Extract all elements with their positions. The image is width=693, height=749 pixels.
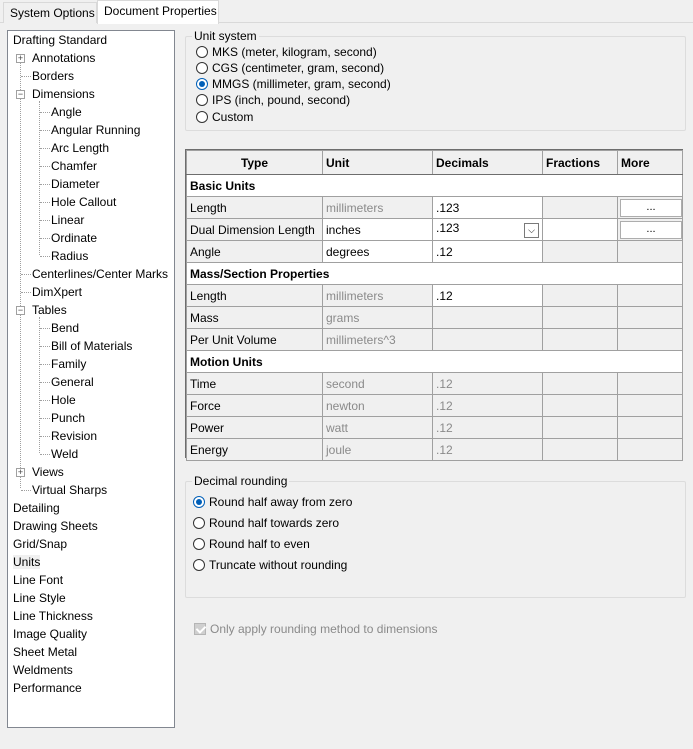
cell-type: Mass [187,307,323,329]
cell-fractions [543,307,618,329]
tree-item-tables[interactable]: Tables [32,303,67,317]
tree-item-drafting-standard[interactable]: Drafting Standard [13,33,108,47]
table-row [187,307,683,329]
tree-item-angle[interactable]: Angle [51,105,82,119]
table-row [187,219,683,241]
tree-item-angular-running[interactable]: Angular Running [51,123,141,137]
tree-line [21,292,31,293]
cell-fractions [543,373,618,395]
radio-button-selected-icon [196,78,208,90]
table-row [187,439,683,461]
tree-item-general[interactable]: General [51,375,94,389]
tree-line [40,454,50,455]
tree-line [40,184,50,185]
radio-round-half-towards[interactable]: Round half towards zero [193,515,339,531]
tree-line [40,328,50,329]
cell-more [618,285,683,307]
tree-item-hole-callout[interactable]: Hole Callout [51,195,117,209]
table-row [187,329,683,351]
col-header-unit: Unit [323,151,433,175]
radio-round-half-even[interactable]: Round half to even [193,536,310,552]
cell-unit: grams [323,307,433,329]
tab-document-properties[interactable]: Document Properties [97,0,219,24]
tree-item-family[interactable]: Family [51,357,87,371]
cell-decimals: .12 [433,395,543,417]
col-header-type: Type [187,151,323,175]
cell-fractions [543,439,618,461]
col-header-decimals: Decimals [433,151,543,175]
table-row [187,285,683,307]
tree-item-dimensions[interactable]: Dimensions [32,87,95,101]
radio-button-icon [196,111,208,123]
tree-line [21,76,31,77]
section-row [187,175,683,197]
tree-item-diameter[interactable]: Diameter [51,177,100,191]
cell-fractions [543,285,618,307]
radio-round-half-away[interactable]: Round half away from zero [193,494,352,510]
collapse-icon[interactable]: − [17,305,24,315]
tree-line [40,364,50,365]
tree-item-punch[interactable]: Punch [51,411,86,425]
cell-type: Per Unit Volume [187,329,323,351]
tree-line [39,101,40,255]
col-header-more: More [618,151,683,175]
more-button[interactable]: ... [620,221,682,239]
only-apply-rounding-checkbox[interactable]: Only apply rounding method to dimensions [194,621,437,637]
table-row [187,197,683,219]
unit-system-title: Unit system [194,29,257,43]
tree-item-annotations[interactable]: Annotations [32,51,96,65]
tree-item-linear[interactable]: Linear [51,213,85,227]
cell-type: Length [187,197,323,219]
radio-button-icon [196,62,208,74]
cell-more [618,439,683,461]
expand-icon[interactable]: + [17,53,24,63]
tree-item-line-font[interactable]: Line Font [13,573,64,587]
tree-line [40,382,50,383]
cell-decimals: .12 [433,373,543,395]
tree-line [40,346,50,347]
radio-button-icon [196,46,208,58]
cell-type: Energy [187,439,323,461]
cell-unit: millimeters [323,285,433,307]
radio-button-icon [193,559,205,571]
tree-item-sheet-metal[interactable]: Sheet Metal [13,645,78,659]
cell-fractions [543,241,618,263]
section-row [187,263,683,285]
cell-decimals-combo[interactable]: ⌵ .123 [433,219,543,241]
cell-decimals: .12 [433,417,543,439]
more-button[interactable]: ... [620,199,682,217]
cell-decimals: .12 [433,439,543,461]
tree-line [39,317,40,453]
cell-unit: millimeters^3 [323,329,433,351]
cell-type: Dual Dimension Length [187,219,323,241]
chevron-down-icon[interactable]: ⌵ [524,223,539,238]
cell-type: Power [187,417,323,439]
tree-item-virtual-sharps[interactable]: Virtual Sharps [32,483,108,497]
radio-button-selected-icon [193,496,205,508]
grid-header-row [187,151,683,175]
cell-decimals[interactable]: .123 [433,197,543,219]
radio-custom[interactable]: Custom [196,109,253,125]
table-row [187,395,683,417]
cell-fractions [543,395,618,417]
cell-more [618,395,683,417]
cell-more [618,329,683,351]
tree-line [40,202,50,203]
tree-line [40,436,50,437]
tree-item-chamfer[interactable]: Chamfer [51,159,98,173]
cell-unit: second [323,373,433,395]
cell-type: Angle [187,241,323,263]
cell-fractions [543,329,618,351]
radio-button-icon [193,538,205,550]
tab-strip [0,0,693,23]
cell-unit: watt [323,417,433,439]
cell-decimals[interactable]: .12 [433,241,543,263]
tree-item-hole[interactable]: Hole [51,393,76,407]
tree-item-radius[interactable]: Radius [51,249,89,263]
cell-type: Time [187,373,323,395]
cell-more [618,373,683,395]
cell-decimals [433,329,543,351]
table-row [187,417,683,439]
tree-item-bend[interactable]: Bend [51,321,80,335]
cell-decimals [433,307,543,329]
radio-mks[interactable]: MKS (meter, kilogram, second) [196,44,377,60]
tree-line [40,166,50,167]
tree-line [40,220,50,221]
tree-line [40,256,50,257]
cell-type: Length [187,285,323,307]
tree-line [40,400,50,401]
checkbox-checked-icon [194,623,206,635]
tree-line [40,418,50,419]
tree-item-borders[interactable]: Borders [32,69,75,83]
section-mass-properties: Mass/Section Properties [187,263,683,285]
table-row [187,241,683,263]
tree-item-weld[interactable]: Weld [51,447,79,461]
radio-ips[interactable]: IPS (inch, pound, second) [196,92,350,108]
cell-more [618,197,683,219]
radio-truncate[interactable]: Truncate without rounding [193,557,347,573]
cell-unit: newton [323,395,433,417]
cell-more [618,307,683,329]
properties-tree[interactable] [7,30,175,728]
radio-button-icon [193,517,205,529]
tree-item-dimxpert[interactable]: DimXpert [32,285,83,299]
cell-fractions [543,417,618,439]
tree-item-weldments[interactable]: Weldments [13,663,73,677]
section-basic-units: Basic Units [187,175,683,197]
cell-more [618,241,683,263]
tree-item-revision[interactable]: Revision [51,429,98,443]
cell-fractions[interactable] [543,219,618,241]
tab-system-options[interactable]: System Options [3,2,97,23]
tree-item-bill-of-materials[interactable]: Bill of Materials [51,339,133,353]
cell-more [618,219,683,241]
tree-item-performance[interactable]: Performance [13,681,82,695]
tree-item-centerlines[interactable]: Centerlines/Center Marks [32,267,169,281]
tree-line [40,148,50,149]
section-row [187,351,683,373]
cell-decimals[interactable]: .12 [433,285,543,307]
tree-item-grid-snap[interactable]: Grid/Snap [13,537,68,551]
section-motion-units: Motion Units [187,351,683,373]
cell-unit: joule [323,439,433,461]
tree-item-units[interactable]: Units [13,555,41,569]
cell-more [618,417,683,439]
expand-icon[interactable]: + [17,467,24,477]
radio-mmgs[interactable]: MMGS (millimeter, gram, second) [196,76,391,92]
tree-line [40,130,50,131]
cell-type: Force [187,395,323,417]
tree-line [21,490,31,491]
radio-cgs[interactable]: CGS (centimeter, gram, second) [196,60,384,76]
tree-item-ordinate[interactable]: Ordinate [51,231,98,245]
col-header-fractions: Fractions [543,151,618,175]
tree-line [40,112,50,113]
radio-button-icon [196,94,208,106]
collapse-icon[interactable]: − [17,89,24,99]
tree-line [20,57,21,488]
cell-unit[interactable]: inches [323,219,433,241]
cell-fractions [543,197,618,219]
tree-item-detailing[interactable]: Detailing [13,501,60,515]
tree-item-line-style[interactable]: Line Style [13,591,66,605]
cell-unit: millimeters [323,197,433,219]
tree-line [40,238,50,239]
units-grid [185,149,683,458]
tree-item-drawing-sheets[interactable]: Drawing Sheets [13,519,98,533]
cell-unit[interactable]: degrees [323,241,433,263]
tree-line [21,274,31,275]
decimal-rounding-title: Decimal rounding [194,474,288,488]
tree-item-arc-length[interactable]: Arc Length [51,141,110,155]
tree-item-line-thickness[interactable]: Line Thickness [13,609,93,623]
tree-item-image-quality[interactable]: Image Quality [13,627,88,641]
table-row [187,373,683,395]
tree-item-views[interactable]: Views [32,465,64,479]
